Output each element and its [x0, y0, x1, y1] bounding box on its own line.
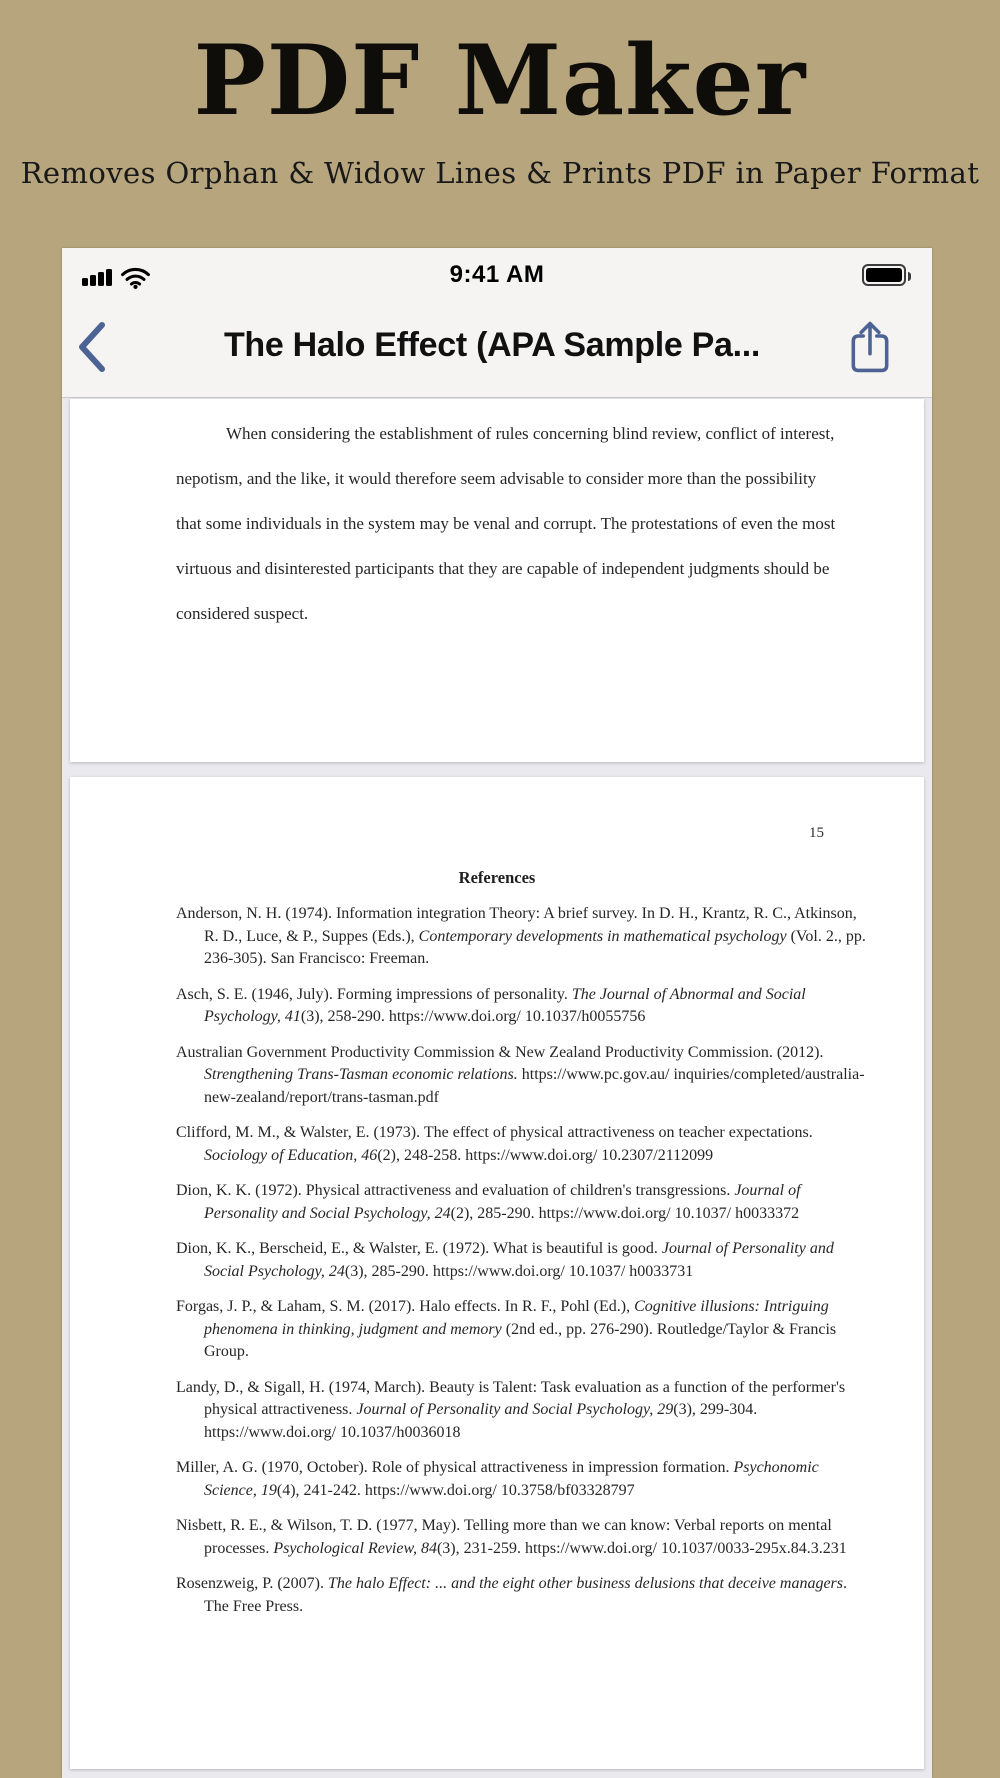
status-time: 9:41 AM — [449, 261, 545, 288]
paragraph-line: nepotism, and the like, it would therefore seem advisable to consider more than the possibility — [176, 469, 817, 488]
reference-entry: Landy, D., & Sigall, H. (1974, March). Beauty is Talent: Task evaluation as a function of the performer's physical attractiveness. Journal of Personality and Social Psychology, 29(3), 299-304. https://www.doi.org/ 10.1037/h0036018 — [176, 1378, 846, 1441]
paragraph-line: that some individuals in the system may be venal and corrupt. The protestations of even the most — [176, 514, 836, 533]
reference-entry: Dion, K. K., Berscheid, E., & Walster, E. (1972). What is beautiful is good. Journal of Personality and Social Psychology, 24(3), 285-290. https://www.doi.org/ 10.1037/ h0033731 — [176, 1240, 834, 1280]
pdf-page-references — [70, 777, 924, 1769]
paragraph-line: virtuous and disinterested participants that they are capable of independent judgments should be — [176, 559, 830, 578]
paragraph-line: considered suspect. — [176, 604, 309, 623]
references-list — [70, 903, 924, 1618]
reference-entry: Dion, K. K. (1972). Physical attractiveness and evaluation of children's transgressions. Journal of Personality and Social Psychology, 24(2), 285-290. https://www.doi.org/ 10.1037/ h0033372 — [176, 1182, 801, 1222]
share-button[interactable] — [846, 318, 894, 378]
phone-screenshot — [62, 248, 932, 1778]
references-heading: References — [458, 868, 536, 887]
pdf-viewer[interactable] — [62, 398, 932, 1778]
app-title: PDF Maker — [193, 24, 807, 137]
page-number: 15 — [809, 825, 824, 841]
chevron-left-icon — [76, 320, 108, 374]
reference-entry: Forgas, J. P., & Laham, S. M. (2017). Halo effects. In R. F., Pohl (Ed.), Cognitive illusions: Intriguing phenomena in thinking, judgment and memory (2nd ed., pp. 276-290). Routledge/Taylor & Francis Group. — [176, 1298, 837, 1360]
status-bar — [62, 248, 932, 298]
paragraph-line: When considering the establishment of rules concerning blind review, conflict of interest, — [226, 424, 835, 443]
nav-bar — [62, 298, 932, 398]
reference-entry: Clifford, M. M., & Walster, E. (1973). The effect of physical attractiveness on teacher expectations. Sociology of Education, 46(2), 248-258. https://www.doi.org/ 10.2307/2112099 — [176, 1124, 813, 1164]
reference-entry: Anderson, N. H. (1974). Information integration Theory: A brief survey. In D. H., Krantz, R. C., Atkinson, R. D., Luce, & P., Suppes (Eds.), Contemporary developments in mathematical psychology (Vol. 2., pp. 236-305). San Francisco: Freeman. — [176, 905, 866, 967]
pdf-page-previous — [70, 399, 924, 762]
reference-entry: Rosenzweig, P. (2007). The halo Effect: ... and the eight other business delusions that deceive managers. The Free Press. — [176, 1575, 848, 1615]
reference-entry: Australian Government Productivity Commission & New Zealand Productivity Commission. (2012). Strengthening Trans-Tasman economic relations. https://www.pc.gov.au/ inquiries/completed/australia-new-zealand/report/trans-tasman.pdf — [176, 1043, 865, 1106]
document-title: The Halo Effect (APA Sample Pa... — [223, 326, 761, 364]
reference-entry: Asch, S. E. (1946, July). Forming impressions of personality. The Journal of Abnormal and Social Psychology, 41(3), 258-290. https://www.doi.org/ 10.1037/h0055756 — [176, 985, 806, 1025]
reference-entry: Miller, A. G. (1970, October). Role of physical attractiveness in impression formation. Psychonomic Science, 19(4), 241-242. https://www.doi.org/ 10.3758/bf03328797 — [176, 1459, 819, 1499]
back-button[interactable] — [76, 320, 116, 376]
hero-banner — [0, 0, 1000, 190]
body-paragraph — [70, 399, 924, 636]
battery-icon — [862, 264, 906, 286]
reference-entry: Nisbett, R. E., & Wilson, T. D. (1977, May). Telling more than we can know: Verbal reports on mental processes. Psychological Review, 84(3), 231-259. https://www.doi.org/ 10.1037/0033-295x.84.3.231 — [176, 1517, 847, 1557]
app-subtitle: Removes Orphan & Widow Lines & Prints PDF in Paper Format — [20, 155, 980, 190]
share-icon — [846, 318, 894, 378]
